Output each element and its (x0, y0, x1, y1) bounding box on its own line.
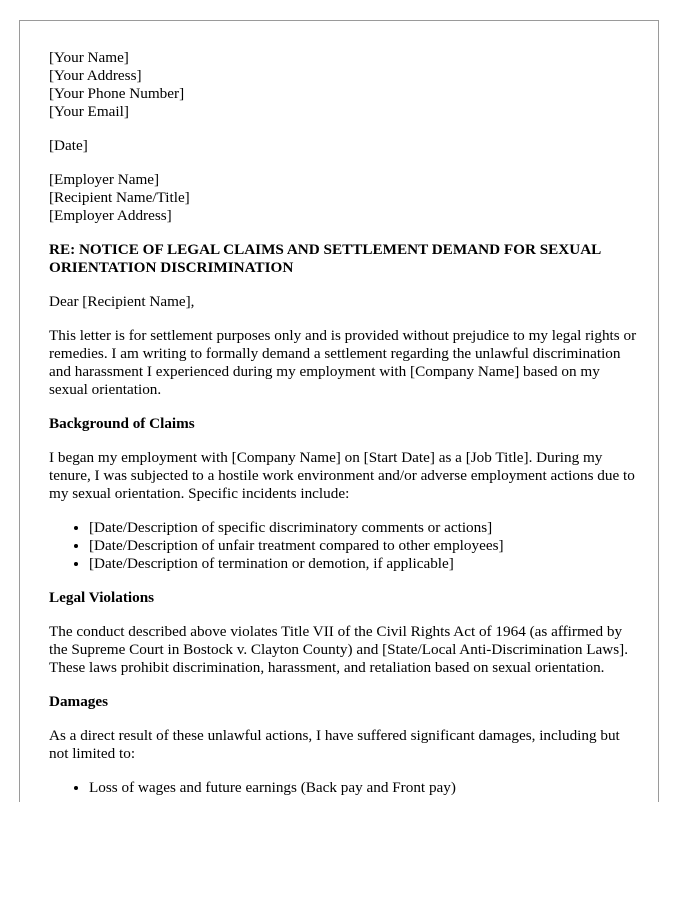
list-item: • [Date/Description of unfair treatment compared to other employees] (89, 537, 639, 555)
salutation: Dear [Recipient Name], (49, 293, 195, 310)
violations-heading: Legal Violations (49, 589, 155, 606)
damages-list (49, 779, 639, 797)
employer-name: [Employer Name] (49, 171, 160, 188)
recipient-name-title: [Recipient Name/Title] (49, 189, 190, 206)
sender-phone: [Your Phone Number] (49, 85, 185, 102)
list-item: • [Date/Description of specific discriminatory comments or actions] (89, 519, 639, 537)
letter-page (19, 20, 659, 802)
background-heading: Background of Claims (49, 415, 195, 432)
letter-date: [Date] (49, 137, 88, 154)
background-paragraph: I began my employment with [Company Name] on [Start Date] as a [Job Title]. During my tenure, I was subjected to a hostile work environment and/or adverse employment actions due to my sexual orientation. Specific incidents include: (49, 449, 635, 502)
damages-paragraph: As a direct result of these unlawful actions, I have suffered significant damages, including but not limited to: (49, 727, 620, 762)
list-item: • Loss of wages and future earnings (Back pay and Front pay) (89, 779, 639, 797)
violations-paragraph: The conduct described above violates Title VII of the Civil Rights Act of 1964 (as affirmed by the Supreme Court in Bostock v. Clayton County) and [State/Local Anti-Discrimination Laws]. These laws prohibit discrimination, harassment, and retaliation based on sexual orientation. (49, 623, 628, 676)
subject-line: RE: NOTICE OF LEGAL CLAIMS AND SETTLEMENT DEMAND FOR SEXUAL ORIENTATION DISCRIMINATION (49, 241, 601, 276)
sender-address: [Your Address] (49, 67, 142, 84)
recipient-block (49, 171, 639, 225)
sender-email: [Your Email] (49, 103, 129, 120)
sender-block (49, 49, 639, 121)
intro-paragraph: This letter is for settlement purposes only and is provided without prejudice to my legal rights or remedies. I am writing to formally demand a settlement regarding the unlawful discrimination and harassment I experienced during my employment with [Company Name] based on my sexual orientation. (49, 327, 637, 398)
letter-body (49, 49, 639, 802)
sender-name: [Your Name] (49, 49, 129, 66)
incident-list (49, 519, 639, 573)
list-item: • [Date/Description of termination or demotion, if applicable] (89, 555, 639, 573)
employer-address: [Employer Address] (49, 207, 172, 224)
damages-heading: Damages (49, 693, 109, 710)
